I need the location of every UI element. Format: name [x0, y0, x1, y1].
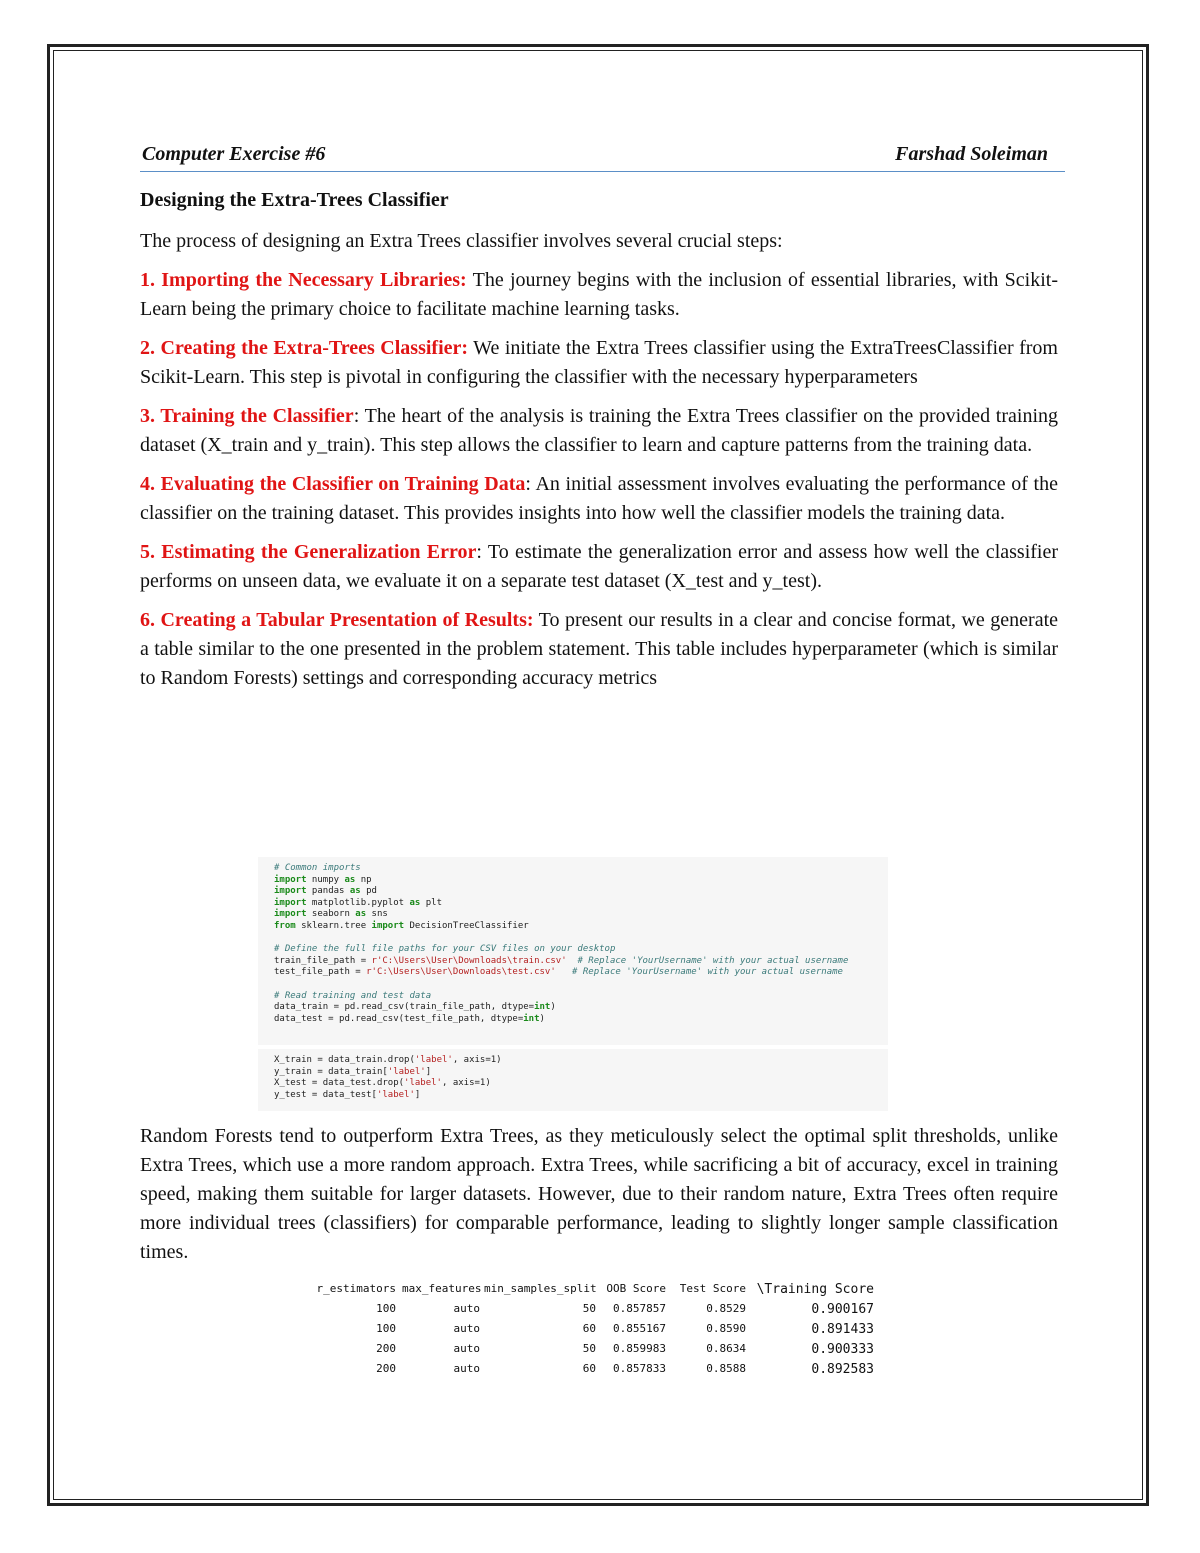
table-cell: 50 [582, 1302, 596, 1315]
table-cell: 0.857833 [613, 1362, 666, 1375]
step-paragraph [140, 470, 1058, 528]
code-screenshot-imports [258, 857, 888, 1045]
table-cell: 0.892583 [811, 1362, 874, 1377]
column-header: OOB Score [606, 1282, 666, 1295]
step-label: 4. Evaluating the Classifier on Training Data [140, 473, 526, 495]
step-label: 1. Importing the Necessary Libraries: [140, 269, 467, 291]
code-line: X_train = data_train.drop('label', axis=1) [274, 1055, 502, 1065]
conclusion-paragraph: Random Forests tend to outperform Extra Trees, as they meticulously select the optimal split thresholds, unlike Extra Trees, which use a more random approach. Extra Trees, while sacrificing a bit of accuracy, excel in training speed, making them suitable for larger datasets. However, due to their random nature, Extra Trees often require more individual trees (classifiers) for comparable performance, leading to slightly longer sample classification times. [140, 1125, 1058, 1263]
column-header: Test Score [679, 1282, 746, 1295]
table-row [296, 1342, 880, 1362]
code-line: from sklearn.tree import DecisionTreeClassifier [274, 920, 529, 931]
table-cell: 0.8634 [706, 1342, 746, 1355]
table-row [296, 1362, 880, 1382]
table-cell: 0.857857 [613, 1302, 666, 1315]
code-line: y_test = data_test['label'] [274, 1089, 421, 1100]
table-cell: 0.859983 [613, 1342, 666, 1355]
step-text: : The heart of the analysis is training the Extra Trees classifier on the provided training dataset (X_train and y_train). This step allows the classifier to learn and capture patterns from the training data. [140, 405, 1059, 456]
table-cell: 0.900167 [811, 1302, 874, 1317]
code-line: test_file_path = r'C:\Users\User\Downloads\test.csv' # Replace 'YourUsername' with your actual username [274, 967, 843, 978]
table-cell: 60 [582, 1322, 596, 1335]
header-title: Computer Exercise #6 [142, 143, 326, 165]
table-cell: 200 [376, 1342, 396, 1355]
table-cell: auto [453, 1362, 480, 1375]
code-line: X_test = data_test.drop('label', axis=1) [274, 1078, 491, 1089]
code-line: data_test = pd.read_csv(test_file_path, dtype=int) [274, 1013, 545, 1024]
table-cell: 50 [582, 1342, 596, 1355]
code-line: import matplotlib.pyplot as plt [274, 897, 442, 908]
table-cell: 0.8529 [706, 1302, 746, 1315]
table-cell: auto [453, 1322, 480, 1335]
table-cell: 200 [376, 1362, 396, 1375]
intro-paragraph: The process of designing an Extra Trees classifier involves several crucial steps: [140, 230, 783, 252]
step-label: 2. Creating the Extra-Trees Classifier: [140, 337, 469, 359]
table-cell: auto [453, 1342, 480, 1355]
code-screenshot-split [258, 1049, 888, 1111]
page-header [140, 143, 1065, 172]
step-label: 6. Creating a Tabular Presentation of Results: [140, 609, 534, 631]
column-header: min_samples_split [484, 1282, 597, 1295]
code-comment: # Read training and test data [274, 990, 432, 1001]
table-cell: 100 [376, 1302, 396, 1315]
results-table [296, 1282, 880, 1382]
step-paragraph [140, 334, 1058, 392]
document-body [140, 186, 1059, 689]
code-line: data_train = pd.read_csv(train_file_path, dtype=int) [274, 1002, 556, 1013]
step-text: The journey begins with the inclusion of essential libraries, with Scikit-Learn being the primary choice to facilitate machine learning tasks. [140, 269, 1058, 320]
code-line: import numpy as np [274, 874, 372, 885]
step-text: To present our results in a clear and concise format, we generate a table similar to the one presented in the problem statement. This table includes hyperparameter (which is similar to Random Forests) settings and corresponding accuracy metrics [140, 609, 1059, 689]
step-text: : To estimate the generalization error and assess how well the classifier performs on unseen data, we evaluate it on a separate test dataset (X_test and y_test). [140, 541, 1058, 592]
step-paragraph [140, 402, 1058, 460]
table-cell: 60 [582, 1362, 596, 1375]
table-cell: auto [453, 1302, 480, 1315]
table-cell: 100 [376, 1322, 396, 1335]
step-paragraph [140, 606, 1059, 689]
table-row [296, 1322, 880, 1342]
step-label: 5. Estimating the Generalization Error [140, 541, 477, 563]
header-author: Farshad Soleiman [895, 143, 1048, 165]
table-cell: 0.891433 [811, 1322, 874, 1337]
table-row [296, 1302, 880, 1322]
table-cell: 0.8588 [706, 1362, 746, 1375]
table-header-row [296, 1282, 880, 1302]
table-cell: 0.8590 [706, 1322, 746, 1335]
column-header: r_estimators [316, 1282, 396, 1295]
step-text: We initiate the Extra Trees classifier using the ExtraTreesClassifier from Scikit-Learn. This step is pivotal in configuring the classifier with the necessary hyperparameters [140, 337, 1058, 388]
step-label: 3. Training the Classifier [140, 405, 354, 427]
column-header: \Training Score [756, 1282, 874, 1297]
code-comment: # Common imports [274, 863, 361, 873]
code-line: import seaborn as sns [274, 909, 388, 920]
column-header: max_features [402, 1282, 482, 1295]
code-line: import pandas as pd [274, 886, 377, 897]
step-paragraph [140, 266, 1058, 324]
code-line: y_train = data_train['label'] [274, 1066, 432, 1077]
table-cell: 0.900333 [811, 1342, 874, 1357]
code-line: train_file_path = r'C:\Users\User\Downloads\train.csv' # Replace 'YourUsername' with your actual username [274, 955, 849, 966]
step-text: : An initial assessment involves evaluating the performance of the classifier on the training dataset. This provides insights into how well the classifier models the training data. [140, 473, 1058, 524]
section-title: Designing the Extra-Trees Classifier [140, 189, 449, 211]
table-cell: 0.855167 [613, 1322, 666, 1335]
step-paragraph [140, 538, 1058, 596]
code-comment: # Define the full file paths for your CSV files on your desktop [274, 944, 616, 955]
